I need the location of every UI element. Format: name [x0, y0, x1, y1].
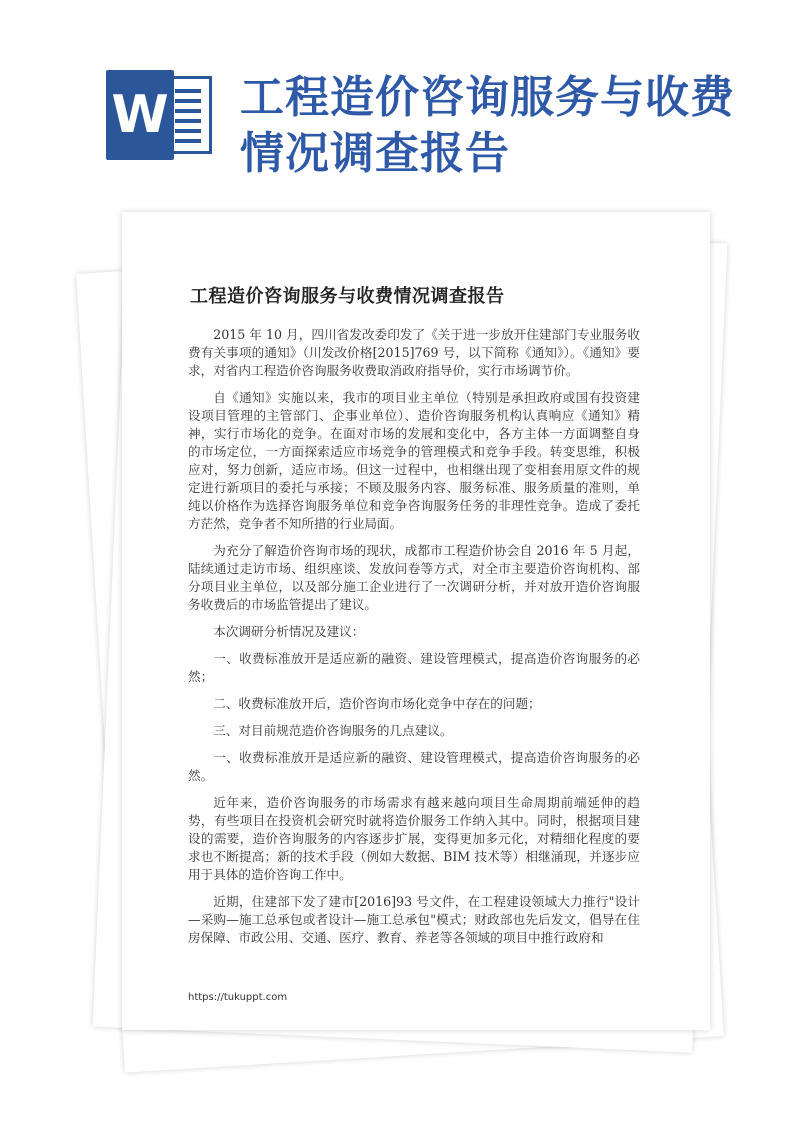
document-body [188, 326, 640, 956]
paragraph: 近年来，造价咨询服务的市场需求有越来越向项目生命周期前端延伸的趋势，有些项目在投资机会研究时就将造价服务工作纳入其中。同时，根据项目建设的需要，造价咨询服务的内容逐步扩展，变得更加多元化，对精细化程度的要求也不断提高；新的技术手段（例如大数据、BIM 技术等）相继涌现，并逐步应用于具体的造价咨询工作中。 [188, 795, 640, 882]
word-app-logo [106, 70, 214, 160]
paragraph: 三、对目前规范造价咨询服务的几点建议。 [213, 723, 453, 738]
page-title: 工程造价咨询服务与收费情况调查报告 [240, 72, 735, 179]
paragraph: 一、收费标准放开是适应新的融资、建设管理模式，提高造价咨询服务的必然。 [188, 750, 640, 783]
paragraph: 为充分了解造价咨询市场的现状，成都市工程造价协会自 2016 年 5 月起，陆续通过走访市场、组织座谈、发放问卷等方式，对全市主要造价咨询机构、部分项目业主单位，以及部分施工企业进行了一次调研分析，并对放开造价咨询服务收费后的市场监管提出了建议。 [188, 543, 640, 612]
paragraph: 本次调研分析情况及建议： [213, 624, 365, 639]
paragraph: 一、收费标准放开是适应新的融资、建设管理模式，提高造价咨询服务的必然； [188, 651, 640, 684]
paragraph: 2015 年 10 月，四川省发改委印发了《关于进一步放开住建部门专业服务收费有关事项的通知》（川发改价格[2015]769 号，以下简称《通知》）。《通知》要求，对省内工程造价咨询服务收费取消政府指导价，实行市场调节价。 [188, 327, 640, 378]
paragraph: 自《通知》实施以来，我市的项目业主单位（特别是承担政府或国有投资建设项目管理的主管部门、企事业单位）、造价咨询服务机构认真响应《通知》精神，实行市场化的竞争。在面对市场的发展和变化中，各方主体一方面调整自身的市场定位，一方面探索适应市场竞争的管理模式和竞争手段。转变思维，积极应对，努力创新，适应市场。但这一过程中，也相继出现了变相套用原文件的规定进行新项目的委托与承接；不顾及服务内容、服务标准、服务质量的准则，单纯以价格作为选择咨询服务单位和竞争咨询服务任务的非理性竞争。造成了委托方茫然，竞争者不知所措的行业局面。 [188, 390, 640, 531]
paragraph: 二、收费标准放开后，造价咨询市场化竞争中存在的问题； [213, 696, 541, 711]
word-letter-icon: W [106, 70, 174, 160]
paragraph: 近期，住建部下发了建市[2016]93 号文件，在工程建设领域大力推行"设计—采购—施工总承包或者设计—施工总承包"模式；财政部也先后发文，倡导在住房保障、市政公用、交通、医疗、教育、养老等各领域的项目中推行政府和 [188, 894, 640, 945]
document-title: 工程造价咨询服务与收费情况调查报告 [190, 286, 505, 307]
footer-url[interactable]: https://tukuppt.com [188, 992, 288, 1003]
